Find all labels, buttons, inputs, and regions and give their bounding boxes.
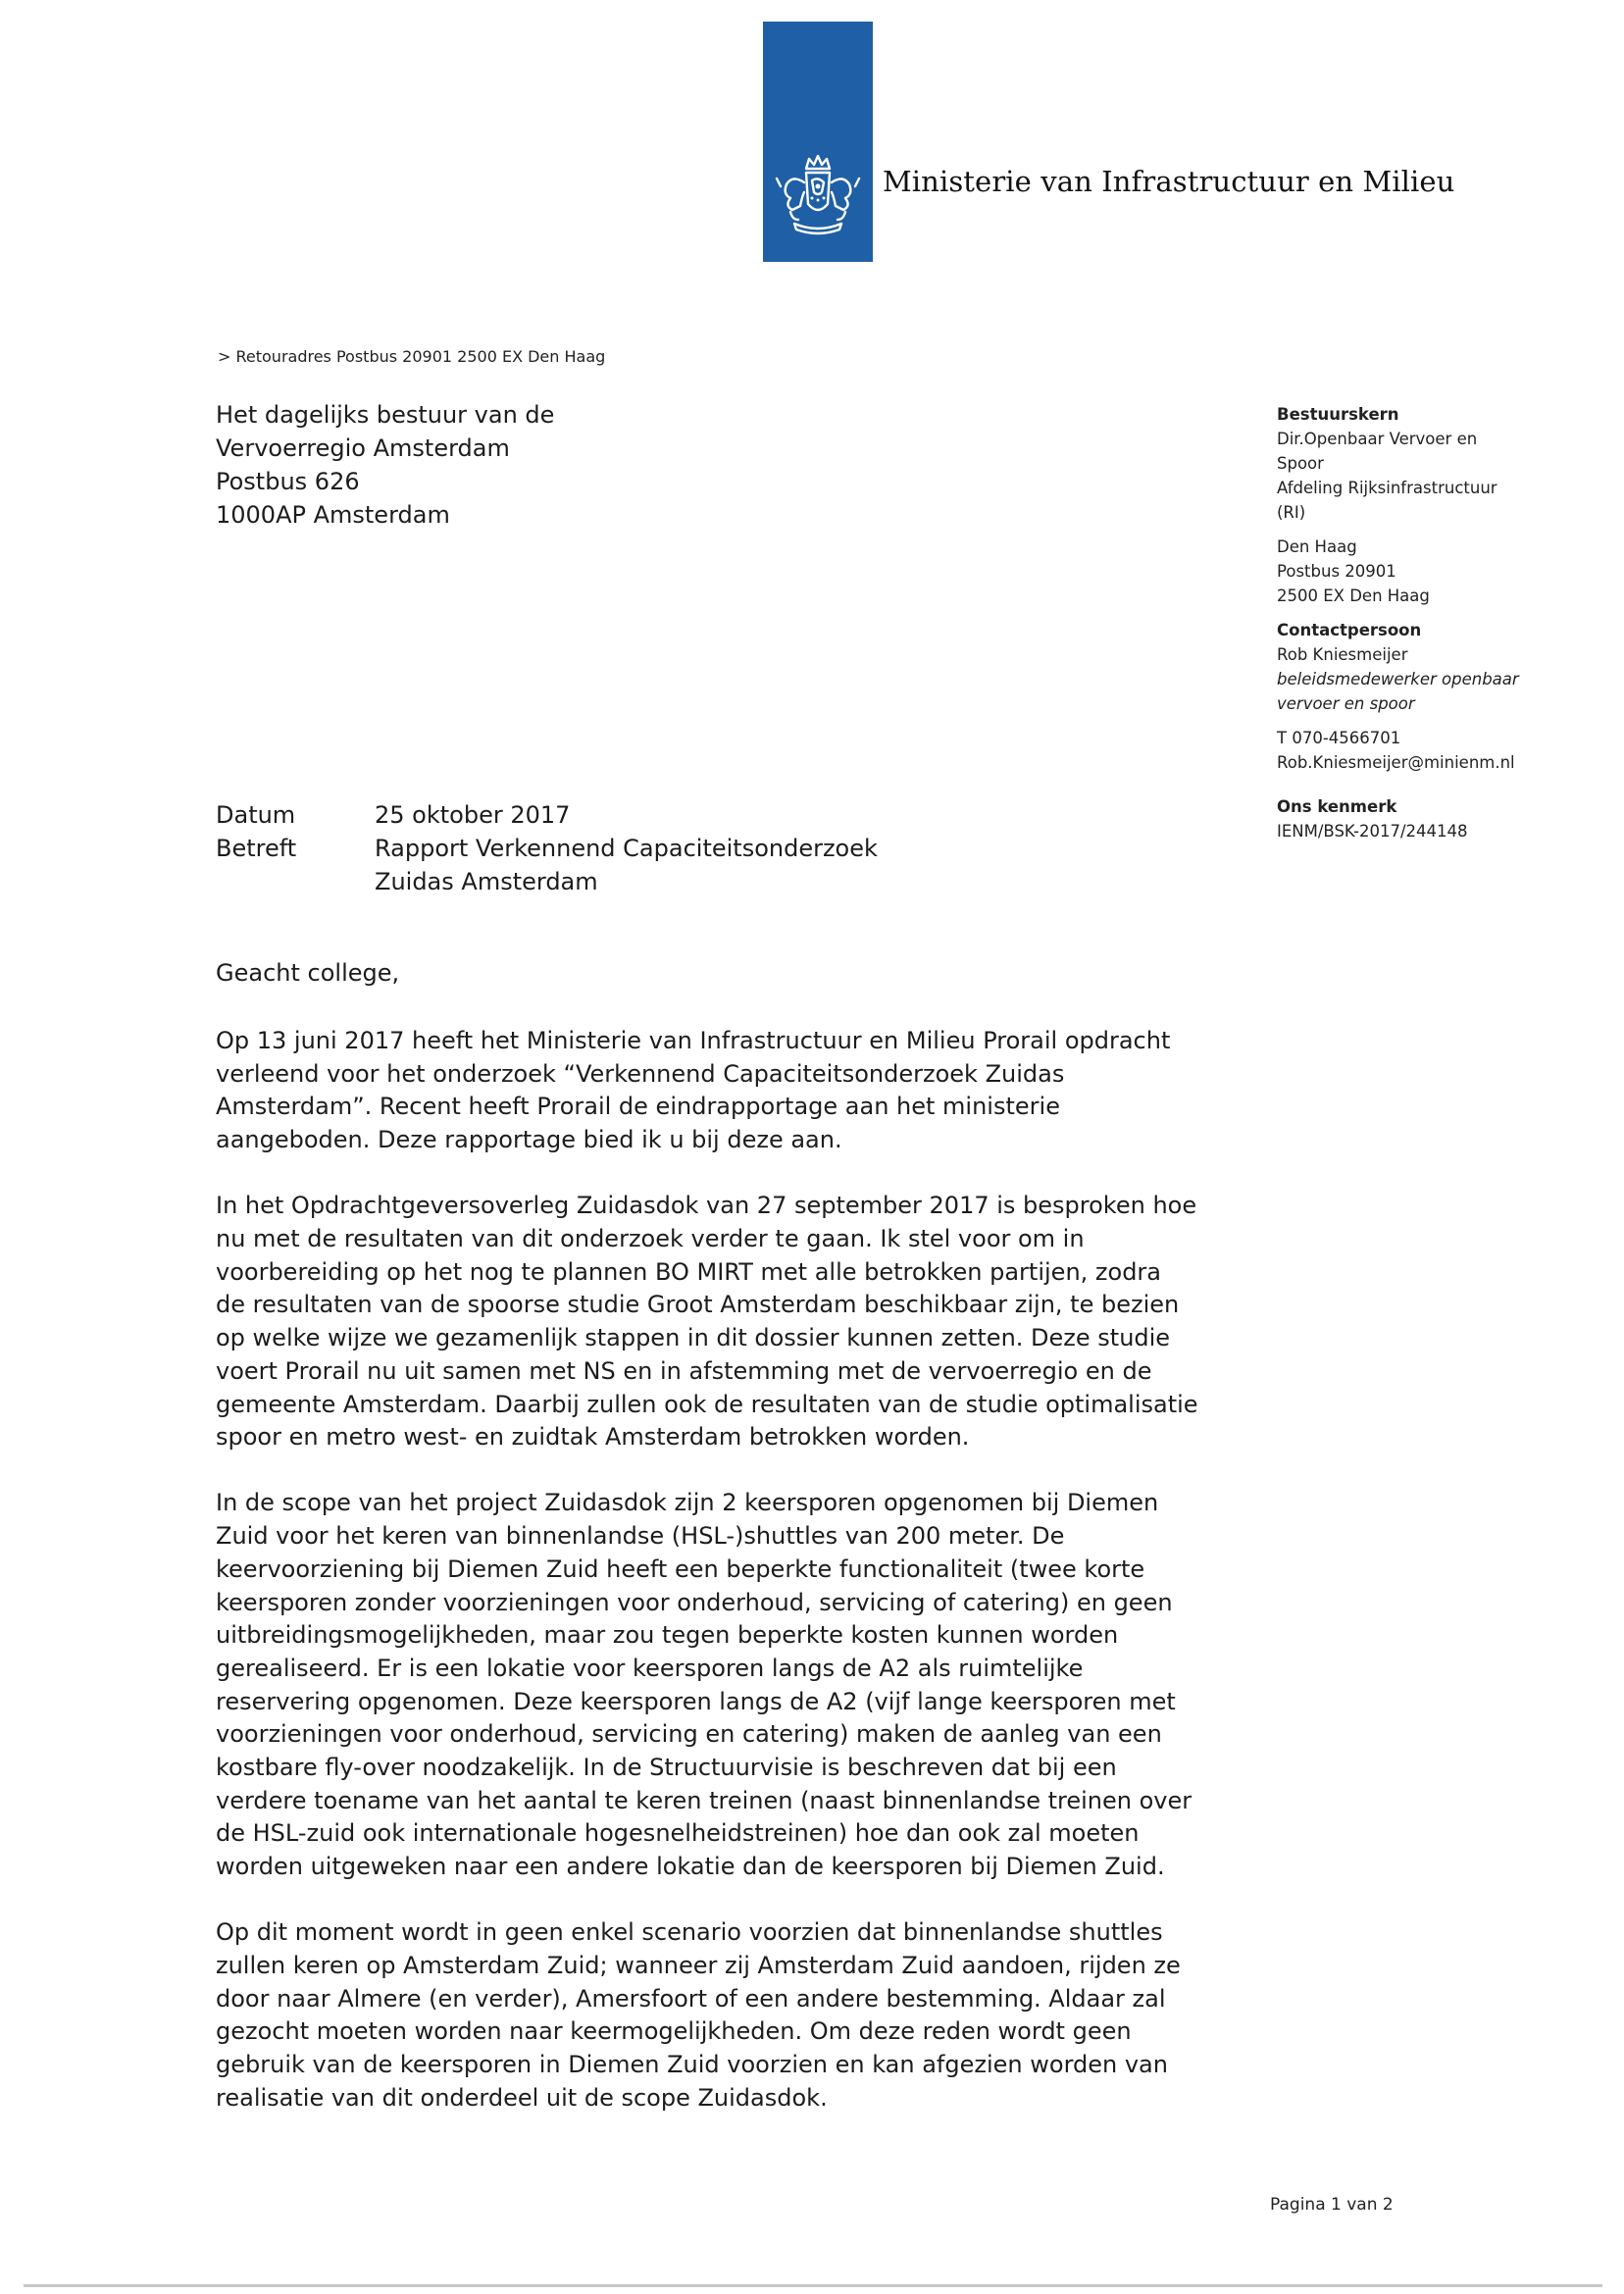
date-value: 25 oktober 2017 — [375, 801, 571, 829]
ministry-name: Ministerie van Infrastructuur en Milieu — [883, 165, 1455, 198]
spacer — [1277, 608, 1600, 618]
spacer — [1277, 525, 1600, 535]
sender-sidebar — [1277, 402, 1600, 843]
body-paragraph: In de scope van het project Zuidasdok zijn 2 keersporen opgenomen bij Diemen Zuid voor het keren van binnenlandse (HSL-)shuttles van 200 meter. De keervoorziening bij Diemen Zuid heeft een beperkte functionaliteit (twee korte keersporen zonder voorzieningen voor onderhoud, servicing of catering) en geen uitbreidingsmogelijkheden, maar zou tegen beperkte kosten kunnen worden gerealiseerd. Er is een lokatie voor keersporen langs de A2 als ruimtelijke reservering opgenomen. Deze keersporen langs de A2 (vijf lange keersporen met voorzieningen voor onderhoud, servicing en catering) maken de aanleg van een kostbare fly-over noodzakelijk. In de Structuurvisie is beschreven dat bij een verdere toename van het aantal te keren treinen (naast binnenlandse treinen over de HSL-zuid ook internationale hogesnelheidstreinen) hoe dan ook zal moeten worden uitgeweken naar een andere lokatie dan de keersporen bij Diemen Zuid. — [216, 1489, 1193, 1881]
body-paragraph: Op 13 juni 2017 heeft het Ministerie van Infrastructuur en Milieu Prorail opdracht verleend voor het onderzoek “Verkennend Capaciteitsonderzoek Zuidas Amsterdam”. Recent heeft Prorail de eindrapportage aan het ministerie aangeboden. Deze rapportage bied ik u bij deze aan. — [216, 1027, 1171, 1154]
spacer — [1277, 785, 1600, 794]
letter-meta — [216, 798, 885, 898]
unit-heading: Bestuurskern — [1277, 405, 1399, 424]
salutation: Geacht college, — [216, 959, 400, 987]
contact-email[interactable]: Rob.Kniesmeijer@minienm.nl — [1277, 753, 1515, 772]
sender-address-line: Den Haag — [1277, 537, 1357, 556]
page-bottom-edge — [24, 2284, 1602, 2287]
addressee-block — [216, 398, 554, 532]
unit-line: Afdeling Rijksinfrastructuur — [1277, 479, 1497, 497]
sender-address-line: Postbus 20901 — [1277, 562, 1396, 581]
return-address: > Retouradres Postbus 20901 2500 EX Den Haag — [218, 347, 606, 366]
contact-role-line: beleidsmedewerker openbaar — [1277, 670, 1519, 688]
letter-body — [216, 1025, 1265, 2148]
contact-name: Rob Kniesmeijer — [1277, 645, 1408, 664]
page-indicator: Pagina 1 van 2 — [1270, 2195, 1394, 2215]
spacer — [1277, 775, 1600, 785]
addressee-line: Postbus 626 — [216, 468, 360, 495]
reference-heading: Ons kenmerk — [1277, 797, 1397, 816]
date-row — [216, 798, 885, 832]
unit-line: Dir.Openbaar Vervoer en — [1277, 430, 1478, 448]
reference-number: IENM/BSK-2017/244148 — [1277, 822, 1468, 841]
ministry-logo-band — [763, 22, 873, 262]
subject-value: Rapport Verkennend Capaciteitsonderzoek Zuidas Amsterdam — [375, 835, 878, 895]
contact-heading: Contactpersoon — [1277, 621, 1422, 639]
addressee-line: Vervoerregio Amsterdam — [216, 434, 510, 462]
unit-line: Spoor — [1277, 454, 1324, 473]
addressee-line: Het dagelijks bestuur van de — [216, 401, 555, 429]
unit-line: (RI) — [1277, 503, 1306, 522]
date-label: Datum — [216, 801, 296, 829]
body-paragraph: Op dit moment wordt in geen enkel scenario voorzien dat binnenlandse shuttles zullen keren op Amsterdam Zuid; wanneer zij Amsterdam Zuid aandoen, rijden ze door naar Almere (en verder), Amersfoort of een andere bestemming. Aldaar zal gezocht moeten worden naar keermogelijkheden. Om deze reden wordt geen gebruik van de keersporen in Diemen Zuid voorzien en kan afgezien worden van realisatie van dit onderdeel uit de scope Zuidasdok. — [216, 1918, 1181, 2112]
contact-phone: T 070-4566701 — [1277, 729, 1401, 747]
contact-role-line: vervoer en spoor — [1277, 694, 1415, 713]
sender-address-line: 2500 EX Den Haag — [1277, 586, 1430, 605]
spacer — [1277, 716, 1600, 726]
body-paragraph: In het Opdrachtgeversoverleg Zuidasdok van 27 september 2017 is besproken hoe nu met de resultaten van dit onderzoek verder te gaan. Ik stel voor om in voorbereiding op het nog te plannen BO MIRT met alle betrokken partijen, zodra de resultaten van de spoorse studie Groot Amsterdam beschikbaar zijn, te bezien op welke wijze we gezamenlijk stappen in dit dossier kunnen zetten. Deze studie voert Prorail nu uit samen met NS en in afstemming met de vervoerregio en de gemeente Amsterdam. Daarbij zullen ook de resultaten van de studie optimalisatie spoor en metro west- en zuidtak Amsterdam betrokken worden. — [216, 1192, 1198, 1452]
subject-label: Betreft — [216, 835, 297, 862]
coat-of-arms-icon — [769, 147, 867, 245]
addressee-line: 1000AP Amsterdam — [216, 501, 450, 529]
subject-row — [216, 832, 885, 898]
